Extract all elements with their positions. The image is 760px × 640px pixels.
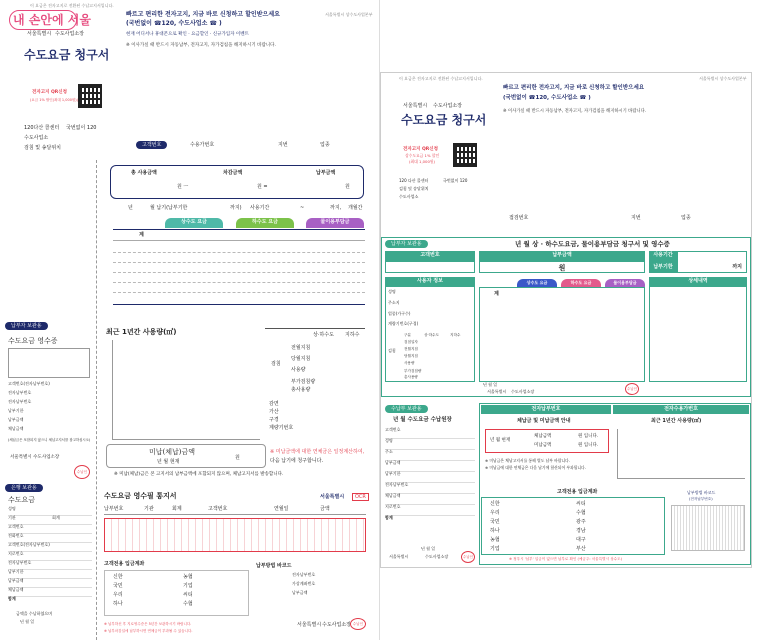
right-bank-list-title: 고객전용 입금계좌: [557, 489, 598, 495]
bank-item: 농협: [490, 537, 500, 543]
usage-chart-area: [112, 340, 260, 440]
arrears-sub: 년 월 현재: [157, 459, 180, 465]
tab-sewer-fee[interactable]: 하수도 요금: [236, 218, 294, 228]
bank-item: 우리: [113, 592, 123, 598]
vbank-title: 납부방법 바코드: [256, 563, 292, 569]
meter-total: 총사용량: [291, 387, 311, 393]
right-collect-tag: 수납부 보관용: [385, 405, 428, 413]
left-stub-rows: [8, 382, 92, 436]
tab-water-burden[interactable]: 물이용부담금: [306, 218, 364, 228]
bank-item: 경남: [576, 528, 586, 534]
giro-title: 수도요금 영수필 통지서: [104, 492, 177, 500]
right-barcode-sub: (전자납부번호): [689, 497, 713, 501]
left-bank-list-title: 고객전용 입금계좌: [104, 561, 145, 567]
bank-item: 하나: [113, 601, 123, 607]
bank-item: 하나: [490, 528, 500, 534]
left-qr-caption1: 전자고지 QR신청: [32, 90, 67, 95]
left-foot-office: 수도사업소장: [322, 622, 351, 628]
collect-row: 전자납부번호: [385, 483, 475, 494]
arrears-label: 미납(체납)금액: [149, 448, 196, 456]
left-title: 수도요금 청구서: [24, 48, 110, 62]
arrears-unit: 원 입니다.: [578, 443, 599, 448]
left-total-box: [110, 165, 364, 199]
collect-row: 고객번호: [385, 428, 475, 439]
right-foot-office: 수도사업소장: [425, 554, 449, 559]
bank-row: 지로번호: [8, 552, 92, 561]
left-bank-rows: [8, 507, 92, 606]
right-usage-title: 최근 1년간 사용량(㎥): [651, 418, 702, 424]
payer-row: 업종(가구수): [388, 311, 411, 316]
left-bank-title: 수도요금: [8, 496, 36, 504]
right-bill-title: 년 월 상 · 하수도요금, 물이용부담금 청구서 및 영수증: [515, 240, 670, 248]
meter-extra: 부가검침량: [291, 379, 316, 385]
right-notice-top: 이 요금은 전자고지로 전환된 수납고지서입니다.: [399, 76, 483, 81]
right-qr-caption1: 전자고지 QR신청: [403, 147, 438, 152]
right-sign-office: 수도사업소장: [511, 389, 535, 394]
deduct-row: 가산: [269, 409, 279, 415]
collect-row: 합계: [385, 515, 393, 520]
fee-rule: [113, 272, 365, 273]
bank-row: 고객번호: [8, 525, 92, 534]
total-unit: 원 ㅡ: [177, 184, 189, 190]
payer-row: 검침: [388, 348, 396, 353]
payer-sub: 당월지침: [404, 354, 418, 358]
collect-row: 주소: [385, 450, 475, 461]
left-stub-small: (체납금은 포함되지 않으니 체납고지서를 참고하십시오): [8, 438, 91, 442]
fee-rule: [113, 240, 365, 241]
bank-item: 대구: [576, 537, 586, 543]
bank-row: 전자납부번호: [8, 561, 92, 570]
payer-sub: 지하수: [450, 333, 461, 337]
giro-col: 금액: [320, 506, 330, 512]
arrears-row: 체납금액: [534, 434, 552, 439]
due-unit: 까지: [732, 264, 742, 270]
left-promo-line1: 빠르고 편리한 전자고지, 지금 바로 신청하고 할인받으세요: [126, 11, 280, 18]
meter-usage: 사용량: [291, 367, 306, 373]
bank-item: 씨티: [576, 501, 586, 507]
right-title: 수도요금 청구서: [401, 113, 487, 127]
deduct-row: 구경: [269, 417, 279, 423]
left-stub-stamp: [74, 465, 90, 479]
right-due-label1: 사용기간: [649, 251, 677, 261]
right-info-value: 국번없이 120: [443, 178, 468, 183]
info-row-label: 수도사업소: [24, 135, 49, 141]
bank-row: 체납금액: [8, 588, 92, 597]
left-notice-right: 서울특별시 상수도사업본부: [325, 12, 373, 17]
arrears-note1: ※ 미납금액에 대한 연체금은 일정계산하여,: [270, 449, 365, 455]
right-tab-burden[interactable]: 물이용부담금: [605, 279, 645, 287]
period-until2: 까지,: [330, 205, 342, 211]
right-elec-title: 전자납부번호: [481, 405, 611, 414]
collect-row: 납부금액: [385, 461, 475, 472]
fee-rule: [113, 292, 365, 293]
left-bank-list: [104, 570, 249, 616]
payment-amount-label: 납부금액: [316, 170, 336, 176]
stub-row: 전자납부번호: [8, 390, 32, 395]
left-foot-stamp: [350, 618, 366, 630]
giro-ocr-band: [104, 518, 366, 552]
fee-rule: [113, 262, 365, 263]
right-sign-line: 년 월 일: [483, 382, 498, 387]
vbank-rows: [292, 573, 366, 600]
payer-row: 주소지: [388, 300, 400, 305]
vbank-row: 가상계좌번호: [292, 581, 316, 586]
right-payer-box: [385, 286, 475, 382]
right-detail-box: [649, 286, 747, 382]
bank-item: 씨티: [183, 592, 193, 598]
right-qr-code[interactable]: [453, 143, 477, 167]
usage-chart-title: 최근 1년간 사용량(㎥): [106, 328, 177, 336]
deduction-unit: 원 =: [257, 184, 268, 190]
bank-row: 납부기한: [8, 570, 92, 579]
bank-row: 납부금액: [8, 579, 92, 588]
period-months: 개월간: [348, 205, 363, 211]
right-elec2-title: 전자수용가번호: [613, 405, 749, 414]
giro-col: 연월일: [274, 506, 289, 512]
right-tab-sewer[interactable]: 하수도 요금: [561, 279, 601, 287]
collect-row: 성명: [385, 439, 475, 450]
right-barcode: [671, 505, 745, 551]
vbank-row: 납부금액: [292, 590, 308, 595]
giro-header: [104, 505, 366, 515]
bank-item: 우리: [490, 510, 500, 516]
meter-table: [265, 328, 365, 438]
bank-item: 수협: [576, 510, 586, 516]
meter-prev: 전월지침: [291, 345, 311, 351]
bank-item: 광주: [576, 519, 586, 525]
collect-row: 체납금액: [385, 494, 475, 505]
left-stub-title: 수도요금 영수증: [8, 337, 58, 345]
left-promo-line3: 현재 어디서나 휴대폰으로 확인 · 요금할인 · 신규가입자 이벤트: [126, 32, 249, 37]
right-collect-title: 년 월 수도요금 수납원장: [393, 417, 452, 423]
bank-row: 전화번호: [8, 534, 92, 543]
left-stub-separator: [96, 160, 97, 640]
right-notice-right: 서울특별시 상수도사업본부: [699, 76, 747, 81]
payer-row: 총사용량: [404, 375, 418, 379]
giro-col: 고객번호: [208, 506, 228, 512]
business-type-label: 업종: [320, 142, 330, 148]
payer-sub: 구분: [404, 333, 411, 337]
right-cust-box: [385, 261, 475, 273]
payment-unit: 원: [345, 184, 350, 190]
right-qr-caption2: 상수도요금 1% 할인: [405, 153, 440, 158]
right-sign-org: 서울특별시: [487, 389, 507, 394]
right-promo-line1: 빠르고 편리한 전자고지, 지금 바로 신청하고 할인받으세요: [503, 85, 645, 91]
arrears-note2: 다음 납기에 청구합니다.: [270, 458, 324, 464]
stub-row: 고객번호(전자납부번호): [8, 381, 50, 386]
right-foot-sign: 년 월 일: [421, 546, 436, 551]
right-promo-line2: (국번없이 ☎120, 수도사업소 ☎ ): [503, 95, 591, 101]
bank-item: 신한: [490, 501, 500, 507]
fee-sum-label: 계: [139, 232, 144, 238]
right-org-name: 서울특별시: [403, 103, 428, 109]
amount-unit: 원: [558, 264, 566, 272]
period-tilde: ~: [300, 205, 305, 211]
period-usage: 사용기간: [250, 205, 270, 211]
seoul-slogan-stamp: [9, 10, 91, 30]
left-org-name: 서울특별시: [27, 31, 52, 37]
bank-row-value: 회계: [52, 515, 60, 520]
payer-row: 계량기번호(구경): [388, 321, 419, 326]
right-fee-box: [479, 287, 645, 382]
right-org-office: 수도사업소장: [433, 103, 462, 109]
right-mid-label: 접검번호: [509, 215, 529, 221]
payer-sub: 검침일자: [404, 340, 418, 344]
period-due: 월 납기(납부기한: [150, 205, 188, 211]
right-due-label2: 납부기한: [649, 261, 677, 273]
left-bank-note2: 년 월 일: [20, 619, 35, 624]
bank-row: 고객번호(전자납부번호): [8, 543, 92, 552]
bank-row: 합계: [8, 596, 16, 601]
right-payer-title: 사용자 정보: [385, 277, 475, 286]
left-period-row: [120, 205, 370, 213]
right-arrears-note2: ※ 미납금에 대한 연체금은 다음 납기에 합산되어 부과됩니다.: [485, 465, 586, 470]
fee-rule: [113, 282, 365, 283]
vbank-row: 전자납부번호: [292, 572, 316, 577]
deduct-row: 감면: [269, 401, 279, 407]
deduct-row: 계량기번호: [269, 425, 294, 431]
left-foot-org: 서울특별시: [297, 622, 322, 628]
right-foot-note: ※ 정우시 '납부' 입금이 없으면 납부로 확인 (예금주: 서울특별시 상수도): [509, 557, 623, 561]
bank-item: 기업: [490, 546, 500, 552]
tab-water-fee[interactable]: 상수도 요금: [165, 218, 223, 228]
meter-side-label: 검침: [271, 361, 281, 367]
left-receipt-tag: 납부자 보관용: [5, 322, 48, 330]
account-no-label: 수용가번호: [190, 142, 215, 148]
left-arrears-box: [106, 444, 266, 468]
giro-col: 기관: [144, 506, 154, 512]
info-row-label: 검침 및 송달위치: [24, 145, 61, 151]
right-receipt-tag: 납부자 보관용: [385, 240, 428, 248]
left-bill-document: [0, 0, 378, 640]
left-bank-note1: 금액을 수납하였으며: [16, 611, 53, 616]
giro-brand: 서울특별시: [320, 494, 345, 500]
customer-no-label: 고객번호: [136, 141, 167, 149]
right-amount-label: 납부금액: [479, 251, 645, 261]
bank-item: 국민: [490, 519, 500, 525]
arrears-sub: 년 월 현재: [490, 438, 511, 443]
payer-row: 부가검침량: [404, 369, 422, 373]
bank-item: 농협: [183, 574, 193, 580]
right-mid-label: 지번: [631, 215, 641, 221]
left-promo-line2: (국번없이 ☎120, 수도사업소 ☎ ): [126, 20, 222, 27]
right-tab-water[interactable]: 상수도 요금: [517, 279, 557, 287]
payer-sub: 전월지침: [404, 347, 418, 351]
info-row-label: 120 다산 콜센터: [399, 178, 429, 183]
arrears-unit: 원: [235, 455, 240, 461]
meter-curr: 당월지침: [291, 356, 311, 362]
seoul-slogan-text: 내 손안에 서울: [13, 13, 91, 27]
info-row-label: 120다산 콜센터: [24, 125, 60, 131]
left-info-value: 국번없이 120: [66, 125, 97, 131]
bank-item: 수협: [183, 601, 193, 607]
total-usage-label: 총 사용금액: [131, 170, 157, 176]
payer-row: 성명: [388, 289, 396, 294]
meter-col-water: 상·하수도: [313, 332, 334, 338]
period-year: 년: [128, 205, 133, 211]
giro-ocr: OCR: [352, 493, 369, 501]
left-org-office: 수도사업소장: [55, 31, 84, 37]
left-notice-top: 이 요금은 전자고지로 전환된 수납고지서입니다.: [30, 3, 114, 8]
left-stub-org: 서울특별시 수도사업소장: [10, 455, 60, 460]
payer-sub: 상·하수도: [424, 333, 440, 337]
bank-item: 기업: [183, 583, 193, 589]
left-bank-tag: 은행 보관용: [5, 484, 43, 492]
right-stamp-text: 수납인: [627, 387, 637, 391]
arrears-note3: ※ 미납(체납)금은 본 고지서의 납부금액에 포함되지 않으며, 체납고지서를 발송합니다.: [114, 472, 284, 477]
meter-col-ground: 지하수: [345, 332, 360, 338]
right-promo-note: ※ 이사가실 때 반드시 자동납부, 전자고지, 자가검침을 해지하시기 바랍니다.: [503, 109, 647, 114]
info-row-label: 수도사업소: [399, 194, 419, 199]
bank-item: 부산: [576, 546, 586, 552]
deduction-label: 차감금액: [223, 170, 243, 176]
foot-stamp-text: 수납인: [352, 622, 364, 626]
stub-row: 납부금액: [8, 417, 24, 422]
giro-col: 납부번호: [104, 506, 124, 512]
right-foot-stamp: [461, 551, 475, 563]
right-sign-stamp: [625, 383, 639, 395]
payer-sub: 사용량: [404, 361, 415, 365]
period-until: 까지): [230, 205, 242, 211]
right-barcode-title: 납부방법 바코드: [687, 490, 716, 495]
stub-row: 체납금액: [8, 426, 24, 431]
giro-col: 회계: [172, 506, 182, 512]
left-header-labels: [110, 141, 370, 153]
bank-row: 기관: [8, 516, 92, 525]
left-qr-code[interactable]: [78, 84, 102, 108]
left-stub-box: [8, 348, 90, 378]
stub-row: 납부기한: [8, 408, 24, 413]
right-arrears-note1: ※ 미납금은 체납고지서를 통해 별도 납부 바랍니다.: [485, 458, 570, 463]
collect-row: 지로번호: [385, 505, 475, 516]
stub-stamp-text: 수납인: [76, 470, 88, 474]
left-foot-note1: ※ 납부하신 후 지로영수증은 5년간 보관하시기 바랍니다.: [104, 622, 192, 626]
right-bank-list: [481, 497, 665, 555]
right-amount-box: [479, 261, 645, 273]
info-row-label: 검침 및 송달위치: [399, 186, 429, 191]
bank-item: 국민: [113, 583, 123, 589]
left-qr-caption2: (요금 1% 할인(최대 1,000원)): [30, 98, 79, 102]
left-fee-table: [113, 229, 365, 305]
left-foot-note2: ※ 납부마감일에 납부하시면 연체금이 부과될 수 있습니다.: [104, 629, 193, 633]
bank-item: 신한: [113, 574, 123, 580]
right-foot-org: 서울특별시: [389, 554, 409, 559]
right-cust-label: 고객번호: [385, 251, 475, 261]
right-bill-document: [380, 72, 752, 568]
left-promo-note: ※ 이사가실 때 반드시 자동납부, 전자고지, 자가검침을 해지하시기 바랍니다.: [126, 43, 276, 48]
right-foot-stamp-text: 수납인: [463, 555, 473, 559]
right-detail-title: 상세내역: [649, 277, 747, 286]
right-qr-caption3: (최대 1,000원): [409, 159, 436, 164]
right-due-box: [677, 251, 747, 273]
right-usage-chart-area: [617, 429, 745, 479]
bank-row: 성명: [8, 507, 92, 516]
right-mid-label: 업종: [681, 215, 691, 221]
right-arrears-box: [485, 429, 609, 453]
arrears-unit: 원 입니다.: [578, 434, 599, 439]
right-collect-rows: [385, 428, 475, 527]
collect-row: 납부기한: [385, 472, 475, 483]
arrears-row: 미납금액: [534, 443, 552, 448]
right-arrears-title: 체납금 및 미납금액 안내: [517, 418, 571, 424]
right-fee-sum: 계: [494, 291, 499, 297]
stub-row: 전자납부번호: [8, 399, 32, 404]
lot-no-label: 지번: [278, 142, 288, 148]
fee-rule: [113, 252, 365, 253]
